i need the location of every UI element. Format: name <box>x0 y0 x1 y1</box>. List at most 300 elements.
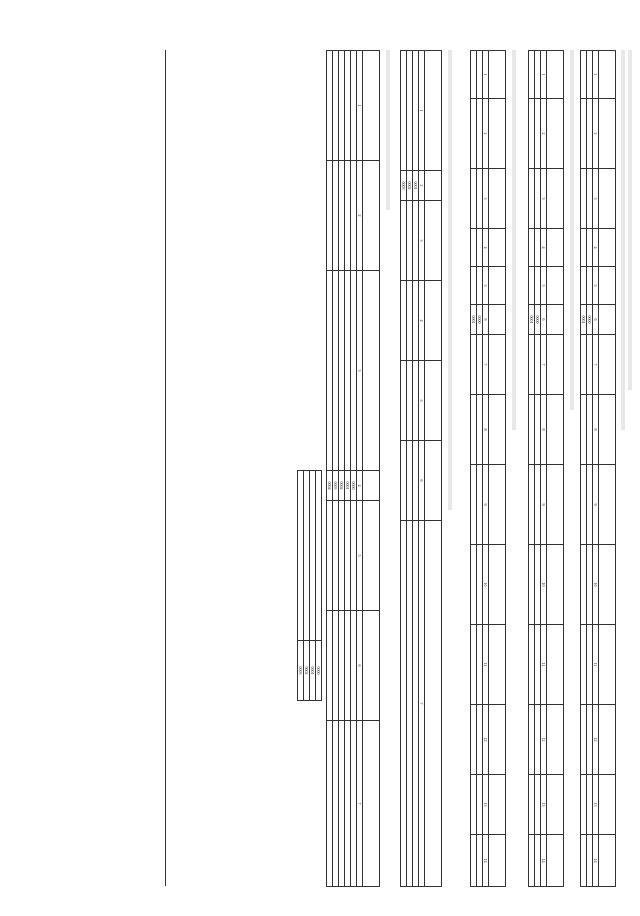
col-number: 13 <box>593 775 599 835</box>
summary-label <box>316 471 322 641</box>
col-number: 9 <box>483 465 489 545</box>
table-cell <box>345 611 351 721</box>
table-5-colnums <box>357 51 363 887</box>
col-number: 9 <box>541 465 547 545</box>
summary-row <box>310 471 316 701</box>
summary-block <box>297 470 322 701</box>
col-number: 3 <box>357 271 363 471</box>
col-number: 7 <box>593 335 599 395</box>
table-cell <box>529 229 535 267</box>
table-cell <box>587 625 593 705</box>
col-header <box>489 395 506 465</box>
table-cell <box>413 361 419 441</box>
row-code: 0000 <box>587 305 593 335</box>
table-cell <box>401 51 407 171</box>
table-cell <box>581 545 587 625</box>
col-number: 14 <box>541 835 547 887</box>
table-row <box>413 51 419 887</box>
table-cell <box>587 169 593 229</box>
table-1-header <box>599 51 616 887</box>
col-header <box>547 705 564 775</box>
col-number: 5 <box>419 361 425 441</box>
col-header <box>547 99 564 169</box>
table-cell <box>477 99 483 169</box>
col-header <box>489 625 506 705</box>
table-cell <box>587 51 593 99</box>
table-cell <box>471 267 477 305</box>
row-code: 0001 <box>413 171 419 201</box>
table-cell <box>401 201 407 281</box>
table-cell <box>581 705 587 775</box>
col-header <box>547 835 564 887</box>
col-number: 13 <box>541 775 547 835</box>
col-number: 8 <box>593 395 599 465</box>
table-cell <box>333 721 339 887</box>
table-cell <box>529 625 535 705</box>
table-cell <box>333 611 339 721</box>
table-row <box>339 51 345 887</box>
col-number: 2 <box>357 161 363 271</box>
table-2-header <box>547 51 564 887</box>
table-cell <box>587 395 593 465</box>
col-number: 14 <box>593 835 599 887</box>
table-cell <box>477 229 483 267</box>
col-number: 12 <box>483 705 489 775</box>
row-code: 0001 <box>345 471 351 501</box>
col-number: 11 <box>541 625 547 705</box>
table-cell <box>401 361 407 441</box>
table-1 <box>580 50 616 887</box>
summary-label <box>304 471 310 641</box>
col-header <box>547 267 564 305</box>
table-cell <box>477 335 483 395</box>
table-cell <box>471 705 477 775</box>
col-header <box>599 267 616 305</box>
table-cell <box>477 545 483 625</box>
col-number: 3 <box>593 169 599 229</box>
table-cell <box>587 335 593 395</box>
table-cell <box>351 51 357 161</box>
table-cell <box>351 161 357 271</box>
table-cell <box>535 835 541 887</box>
table-cell <box>581 169 587 229</box>
table-4-header <box>425 51 442 887</box>
table-cell <box>587 835 593 887</box>
table-cell <box>471 835 477 887</box>
col-number: 10 <box>593 545 599 625</box>
col-header <box>599 99 616 169</box>
table-3-header <box>489 51 506 887</box>
col-number: 3 <box>541 169 547 229</box>
col-number: 7 <box>541 335 547 395</box>
table-cell <box>581 775 587 835</box>
col-number: 7 <box>419 521 425 887</box>
table-cell <box>327 51 333 161</box>
table-2 <box>528 50 564 887</box>
table-cell <box>535 335 541 395</box>
col-number: 1 <box>541 51 547 99</box>
section-heading-5 <box>448 50 452 510</box>
col-header <box>425 441 442 521</box>
table-2-colnums <box>541 51 547 887</box>
table-cell <box>535 705 541 775</box>
table-cell <box>587 465 593 545</box>
table-cell <box>535 51 541 99</box>
table-cell <box>351 611 357 721</box>
table-cell <box>339 271 345 471</box>
col-number: 11 <box>483 625 489 705</box>
table-cell <box>581 99 587 169</box>
table-cell <box>529 545 535 625</box>
table-cell <box>529 395 535 465</box>
table-cell <box>529 267 535 305</box>
summary-label <box>298 471 304 641</box>
table-row <box>477 51 483 887</box>
row-code: 0002 <box>339 471 345 501</box>
table-cell <box>339 161 345 271</box>
col-number: 7 <box>483 335 489 395</box>
col-header <box>547 305 564 335</box>
table-cell <box>413 281 419 361</box>
table-cell <box>345 271 351 471</box>
table-cell <box>333 501 339 611</box>
table-cell <box>477 705 483 775</box>
table-row <box>351 51 357 887</box>
col-number: 14 <box>483 835 489 887</box>
table-cell <box>407 201 413 281</box>
col-header <box>489 229 506 267</box>
col-header <box>363 721 380 887</box>
table-row <box>401 51 407 887</box>
section-heading-6 <box>386 50 390 210</box>
table-5-header <box>363 51 380 887</box>
table-row <box>407 51 413 887</box>
table-cell <box>581 267 587 305</box>
table-cell <box>327 501 333 611</box>
col-header <box>363 471 380 501</box>
col-header <box>425 281 442 361</box>
col-header <box>599 169 616 229</box>
col-number: 2 <box>541 99 547 169</box>
rotated-form-area <box>74 50 634 886</box>
table-cell <box>401 281 407 361</box>
table-cell <box>529 775 535 835</box>
row-code: 0000 <box>477 305 483 335</box>
row-code: 0000 <box>351 471 357 501</box>
col-number: 1 <box>357 51 363 161</box>
row-code: 0000 <box>535 305 541 335</box>
table-cell <box>581 51 587 99</box>
table-cell <box>581 465 587 545</box>
table-cell <box>535 545 541 625</box>
col-number: 1 <box>593 51 599 99</box>
table-cell <box>477 395 483 465</box>
summary-row <box>304 471 310 701</box>
row-code: 0001 <box>581 305 587 335</box>
col-header <box>547 335 564 395</box>
col-number: 4 <box>357 471 363 501</box>
table-cell <box>581 335 587 395</box>
col-number: 4 <box>541 229 547 267</box>
table-cell <box>413 521 419 887</box>
table-cell <box>471 335 477 395</box>
summary-row <box>316 471 322 701</box>
table-cell <box>407 51 413 171</box>
col-header <box>425 51 442 171</box>
col-number: 5 <box>593 267 599 305</box>
table-row <box>327 51 333 887</box>
col-header <box>425 361 442 441</box>
col-number: 5 <box>483 267 489 305</box>
col-header <box>363 271 380 471</box>
table-cell <box>339 51 345 161</box>
table-cell <box>345 501 351 611</box>
table-row <box>345 51 351 887</box>
table-cell <box>351 271 357 471</box>
col-number: 9 <box>593 465 599 545</box>
col-header <box>489 335 506 395</box>
table-1-colnums <box>593 51 599 887</box>
table-cell <box>581 229 587 267</box>
table-cell <box>529 835 535 887</box>
table-cell <box>339 501 345 611</box>
table-cell <box>471 465 477 545</box>
table-cell <box>327 611 333 721</box>
table-row <box>333 51 339 887</box>
table-cell <box>581 625 587 705</box>
row-code: 0004 <box>327 471 333 501</box>
table-cell <box>535 625 541 705</box>
table-cell <box>581 395 587 465</box>
table-cell <box>471 229 477 267</box>
table-cell <box>477 835 483 887</box>
table-cell <box>535 99 541 169</box>
summary-code: 0001 <box>310 641 316 701</box>
table-cell <box>413 441 419 521</box>
col-number: 2 <box>593 99 599 169</box>
col-number: 2 <box>419 171 425 201</box>
col-header <box>363 161 380 271</box>
table-cell <box>333 271 339 471</box>
col-header <box>599 545 616 625</box>
table-cell <box>339 611 345 721</box>
col-header <box>599 625 616 705</box>
col-header <box>425 521 442 887</box>
table-cell <box>529 335 535 395</box>
table-cell <box>327 161 333 271</box>
form-content <box>74 50 634 886</box>
col-header <box>547 625 564 705</box>
table-cell <box>471 775 477 835</box>
table-5 <box>326 50 380 887</box>
col-header <box>489 169 506 229</box>
table-cell <box>351 721 357 887</box>
row-code: 0003 <box>401 171 407 201</box>
table-cell <box>333 161 339 271</box>
table-cell <box>345 51 351 161</box>
table-row <box>581 51 587 887</box>
col-number: 5 <box>541 267 547 305</box>
section-heading-4 <box>512 50 516 430</box>
table-3-colnums <box>483 51 489 887</box>
col-header <box>547 395 564 465</box>
row-code: 0003 <box>333 471 339 501</box>
col-number: 7 <box>357 721 363 887</box>
col-header <box>599 395 616 465</box>
col-number: 12 <box>593 705 599 775</box>
col-header <box>425 201 442 281</box>
col-header <box>599 335 616 395</box>
col-header <box>599 835 616 887</box>
table-cell <box>477 775 483 835</box>
table-row <box>535 51 541 887</box>
summary-row <box>298 471 304 701</box>
table-cell <box>401 441 407 521</box>
col-header <box>599 465 616 545</box>
col-number: 13 <box>483 775 489 835</box>
bottom-rule <box>165 50 166 886</box>
col-number: 3 <box>419 201 425 281</box>
col-number: 4 <box>593 229 599 267</box>
table-cell <box>535 169 541 229</box>
table-cell <box>581 835 587 887</box>
col-header <box>425 171 442 201</box>
table-cell <box>477 465 483 545</box>
table-cell <box>477 51 483 99</box>
table-cell <box>407 441 413 521</box>
table-cell <box>471 99 477 169</box>
col-number: 3 <box>483 169 489 229</box>
col-header <box>599 51 616 99</box>
col-number: 8 <box>541 395 547 465</box>
table-cell <box>529 99 535 169</box>
table-cell <box>587 99 593 169</box>
table-cell <box>333 51 339 161</box>
col-header <box>363 51 380 161</box>
col-header <box>599 705 616 775</box>
section-heading-1 <box>628 50 632 390</box>
col-header <box>599 305 616 335</box>
col-header <box>489 99 506 169</box>
col-header <box>489 465 506 545</box>
summary-code: 0002 <box>304 641 310 701</box>
col-header <box>489 267 506 305</box>
table-cell <box>471 625 477 705</box>
row-code: 0002 <box>407 171 413 201</box>
table-cell <box>327 271 333 471</box>
table-cell <box>535 775 541 835</box>
row-code: 0001 <box>529 305 535 335</box>
table-row <box>529 51 535 887</box>
table-4 <box>400 50 442 887</box>
col-number: 10 <box>541 545 547 625</box>
col-number: 5 <box>357 501 363 611</box>
col-header <box>489 835 506 887</box>
col-number: 4 <box>419 281 425 361</box>
table-cell <box>529 705 535 775</box>
table-cell <box>477 169 483 229</box>
table-cell <box>471 51 477 99</box>
col-number: 6 <box>593 305 599 335</box>
col-header <box>599 229 616 267</box>
table-cell <box>413 201 419 281</box>
col-number: 1 <box>419 51 425 171</box>
col-header <box>363 611 380 721</box>
table-3 <box>470 50 506 887</box>
table-cell <box>587 267 593 305</box>
col-number: 1 <box>483 51 489 99</box>
col-number: 6 <box>483 305 489 335</box>
table-cell <box>327 721 333 887</box>
table-cell <box>535 465 541 545</box>
row-code: 0001 <box>471 305 477 335</box>
col-header <box>547 775 564 835</box>
col-number: 4 <box>483 229 489 267</box>
section-heading-3 <box>570 50 574 410</box>
table-cell <box>401 521 407 887</box>
summary-code: 0003 <box>298 641 304 701</box>
table-4-colnums <box>419 51 425 887</box>
col-header <box>489 51 506 99</box>
col-header <box>489 705 506 775</box>
table-cell <box>535 267 541 305</box>
table-cell <box>477 625 483 705</box>
table-cell <box>339 721 345 887</box>
table-cell <box>407 521 413 887</box>
col-header <box>547 169 564 229</box>
table-cell <box>345 721 351 887</box>
col-header <box>599 775 616 835</box>
col-number: 6 <box>541 305 547 335</box>
col-header <box>547 229 564 267</box>
table-cell <box>345 161 351 271</box>
table-cell <box>587 545 593 625</box>
table-cell <box>529 465 535 545</box>
table-cell <box>587 775 593 835</box>
table-cell <box>413 51 419 171</box>
col-header <box>489 545 506 625</box>
col-number: 8 <box>483 395 489 465</box>
table-row <box>471 51 477 887</box>
table-cell <box>535 229 541 267</box>
col-number: 6 <box>357 611 363 721</box>
col-header <box>547 465 564 545</box>
table-cell <box>351 501 357 611</box>
col-header <box>489 775 506 835</box>
col-number: 2 <box>483 99 489 169</box>
table-cell <box>407 281 413 361</box>
col-header <box>547 545 564 625</box>
summary-code: 0000 <box>316 641 322 701</box>
table-cell <box>471 395 477 465</box>
section-heading-2 <box>621 50 625 430</box>
col-number: 12 <box>541 705 547 775</box>
summary-label <box>310 471 316 641</box>
table-cell <box>471 545 477 625</box>
table-cell <box>529 169 535 229</box>
col-header <box>547 51 564 99</box>
table-cell <box>471 169 477 229</box>
col-number: 11 <box>593 625 599 705</box>
col-number: 6 <box>419 441 425 521</box>
table-cell <box>587 229 593 267</box>
table-row <box>587 51 593 887</box>
table-cell <box>587 705 593 775</box>
col-header <box>489 305 506 335</box>
col-header <box>363 501 380 611</box>
table-cell <box>407 361 413 441</box>
table-cell <box>535 395 541 465</box>
